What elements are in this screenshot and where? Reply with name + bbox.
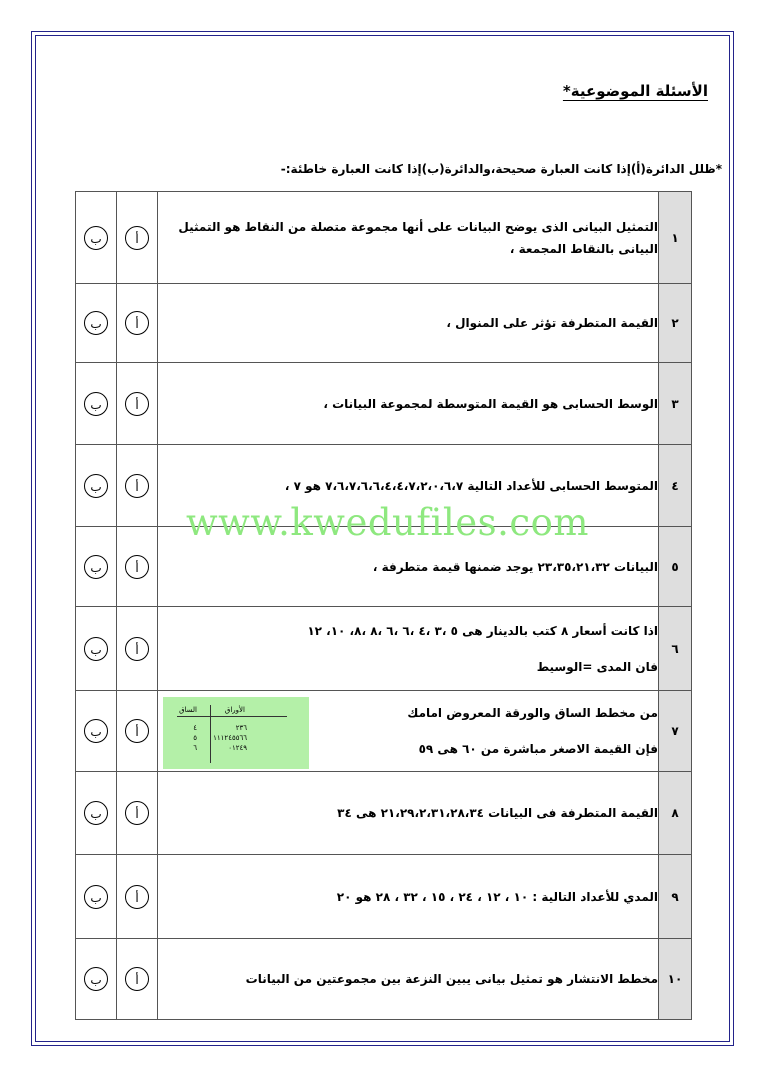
option-a-cell: [117, 691, 158, 772]
question-text: التمثيل البيانى الذى يوضح البيانات على أنها مجموعة متصلة من النقاط هو التمثيل البيانى بالنقاط المجمعة ،: [178, 219, 658, 256]
option-a-cell: [117, 192, 158, 284]
option-b-circle[interactable]: ب: [84, 555, 108, 579]
question-number: ٢: [659, 284, 692, 363]
option-b-circle[interactable]: ب: [84, 311, 108, 335]
header-divider: [177, 716, 287, 717]
option-a-cell: [117, 363, 158, 445]
question-text: مخطط الانتشار هو تمثيل بيانى يبين النزعة بين مجموعتين من البيانات: [245, 972, 658, 986]
option-b-cell: [76, 284, 117, 363]
question-row: [76, 192, 692, 284]
option-b-cell: [76, 772, 117, 855]
stem-value: ٥: [193, 734, 197, 742]
option-b-circle[interactable]: ب: [84, 719, 108, 743]
stem-column: [193, 723, 197, 753]
option-a-circle[interactable]: أ: [125, 392, 149, 416]
question-row: [76, 772, 692, 855]
leaves-column: [213, 723, 247, 753]
question-row: [76, 284, 692, 363]
question-number: ١٠: [659, 939, 692, 1020]
question-number: ٤: [659, 445, 692, 527]
option-b-circle[interactable]: ب: [84, 226, 108, 250]
option-b-cell: [76, 939, 117, 1020]
question-row: [76, 363, 692, 445]
leaf-values: ٠١٢٤٩: [228, 744, 247, 752]
option-a-circle[interactable]: أ: [125, 801, 149, 825]
question-text-line2: فان المدى =الوسيط: [536, 659, 658, 674]
question-text-cell: [158, 691, 659, 772]
stem-leaf-plot: [163, 697, 309, 769]
option-a-circle[interactable]: أ: [125, 474, 149, 498]
question-number: ١: [659, 192, 692, 284]
question-text: المتوسط الحسابى للأعداد التالية ٧،٦،٧،٦،٦،٤،٤،٧،٢،٠،٦،٧ هو ٧ ،: [284, 478, 658, 493]
page-title: الأسئلة الموضوعية*: [562, 82, 708, 100]
option-b-circle[interactable]: ب: [84, 967, 108, 991]
option-a-circle[interactable]: أ: [125, 637, 149, 661]
instruction-text: *ظلل الدائرة(أ)إذا كانت العبارة صحيحة،والدائرة(ب)إذا كانت العبارة خاطئة:-: [280, 162, 722, 176]
option-b-circle[interactable]: ب: [84, 801, 108, 825]
leaf-values: ٢٣٦: [235, 724, 247, 732]
option-b-cell: [76, 445, 117, 527]
option-b-circle[interactable]: ب: [84, 474, 108, 498]
option-a-circle[interactable]: أ: [125, 226, 149, 250]
option-a-circle[interactable]: أ: [125, 555, 149, 579]
stem-value: ٦: [193, 744, 197, 752]
option-a-cell: [117, 855, 158, 939]
option-a-cell: [117, 527, 158, 607]
option-a-cell: [117, 939, 158, 1020]
option-a-circle[interactable]: أ: [125, 967, 149, 991]
question-text-cell: [158, 607, 659, 691]
option-a-circle[interactable]: أ: [125, 311, 149, 335]
question-number: ٨: [659, 772, 692, 855]
question-number: ٧: [659, 691, 692, 772]
option-b-cell: [76, 192, 117, 284]
question-text: الوسط الحسابى هو القيمة المتوسطة لمجموعة البيانات ،: [323, 396, 658, 411]
stem-value: ٤: [193, 724, 197, 732]
stem-header: الساق: [179, 706, 197, 714]
option-b-circle[interactable]: ب: [84, 392, 108, 416]
leaves-header: الأوراق: [224, 706, 245, 714]
question-text-cell: [158, 939, 659, 1020]
option-b-circle[interactable]: ب: [84, 637, 108, 661]
option-a-cell: [117, 445, 158, 527]
questions-table: [75, 191, 692, 1020]
question-number: ٥: [659, 527, 692, 607]
option-a-cell: [117, 772, 158, 855]
question-text: القيمة المتطرفة فى البيانات ٢١،٢٩،٢،٣١،٢٨،٣٤ هى ٣٤: [337, 806, 658, 820]
option-a-circle[interactable]: أ: [125, 885, 149, 909]
question-text: المدي للأعداد التالية : ١٠ ، ١٢ ، ٢٤ ، ١٥ ، ٣٢ ، ٢٨ هو ٢٠: [336, 889, 658, 904]
question-text-cell: [158, 284, 659, 363]
question-row: [76, 939, 692, 1020]
option-a-circle[interactable]: أ: [125, 719, 149, 743]
question-text: القيمة المتطرفة تؤثر على المنوال ،: [446, 316, 658, 330]
question-text: اذا كانت أسعار ٨ كتب بالدينار هى ٥ ،٣ ،٤ ،٦ ،٦ ،٨ ،٨، ١٠، ١٢: [307, 623, 658, 638]
leaf-values: ١١١٢٤٥٥٦٦: [213, 734, 247, 742]
question-row: [76, 691, 692, 772]
option-b-cell: [76, 855, 117, 939]
question-text-cell: [158, 772, 659, 855]
question-text-cell: [158, 363, 659, 445]
option-a-cell: [117, 607, 158, 691]
question-number: ٦: [659, 607, 692, 691]
option-b-cell: [76, 607, 117, 691]
question-text-line2: فإن القيمة الاصغر مباشرة من ٦٠ هى ٥٩: [418, 742, 658, 756]
option-b-cell: [76, 363, 117, 445]
option-a-cell: [117, 284, 158, 363]
question-number: ٩: [659, 855, 692, 939]
option-b-cell: [76, 691, 117, 772]
stem-divider: [210, 705, 211, 763]
question-number: ٣: [659, 363, 692, 445]
question-text: من مخطط الساق والورقة المعروض امامك: [407, 706, 658, 720]
question-row: [76, 855, 692, 939]
option-b-cell: [76, 527, 117, 607]
question-text-cell: [158, 855, 659, 939]
option-b-circle[interactable]: ب: [84, 885, 108, 909]
question-text: البيانات ٢٣،٣٥،٢١،٣٢ يوجد ضمنها قيمة متطرفة ،: [372, 559, 658, 574]
question-row: [76, 607, 692, 691]
watermark: www.kwedufiles.com: [186, 501, 589, 544]
question-text-cell: [158, 192, 659, 284]
